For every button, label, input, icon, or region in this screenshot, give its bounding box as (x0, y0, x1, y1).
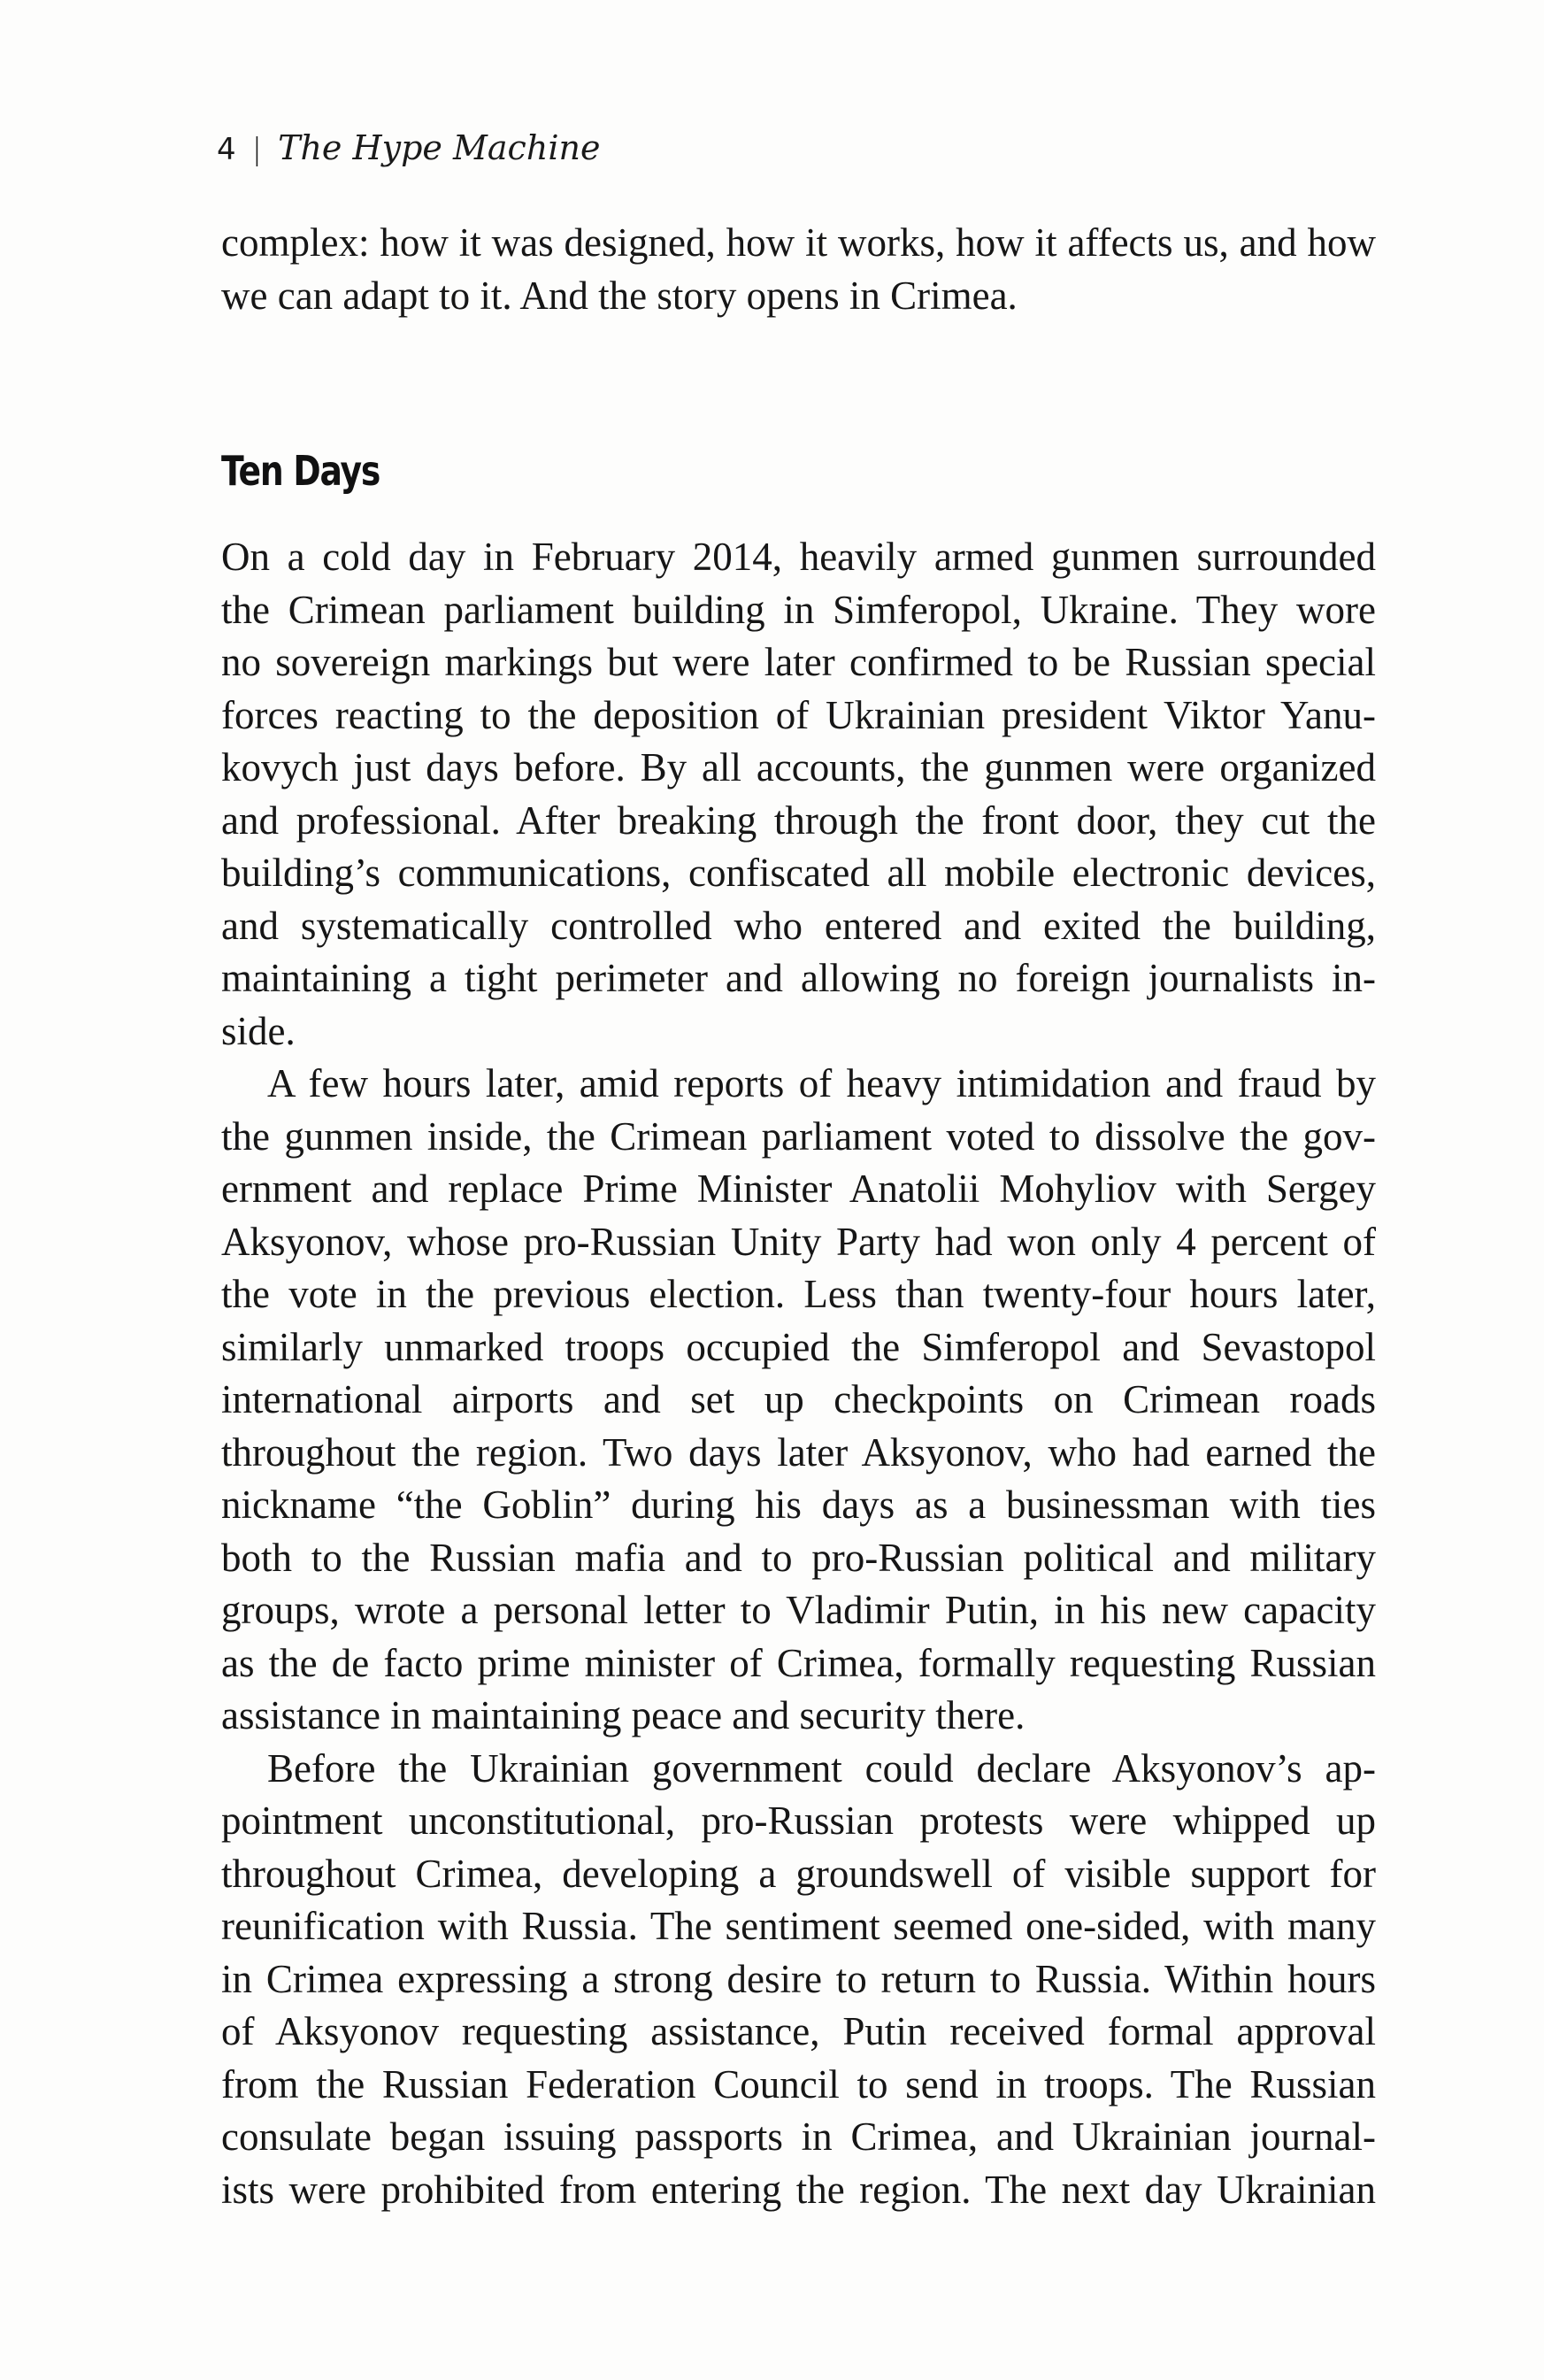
text-line: groups, wrote a personal letter to Vladimir Putin, in his new capacity (221, 1588, 1376, 1632)
text-line: A few hours later, amid reports of heavy intimidation and fraud by (267, 1061, 1376, 1105)
text-line: the gunmen inside, the Crimean parliament voted to dissolve the gov- (221, 1113, 1376, 1159)
intro-paragraph (221, 217, 1376, 322)
text-line: nickname “the Goblin” during his days as a businessman with ties (221, 1483, 1376, 1527)
text-line: we can adapt to it. And the story opens in Crimea. (221, 273, 1018, 318)
page-number: 4 (217, 132, 236, 167)
text-line: consulate began issuing passports in Crimea, and Ukrainian journal- (221, 2114, 1376, 2159)
text-line: Before the Ukrainian government could declare Aksyonov’s ap- (267, 1745, 1376, 1791)
text-line: Aksyonov, whose pro-Russian Unity Party had won only 4 percent of (221, 1219, 1376, 1264)
paragraph-1 (221, 531, 1376, 1058)
text-line: no sovereign markings but were later confirmed to be Russian special (221, 640, 1376, 684)
text-line: maintaining a tight perimeter and allowing no foreign journalists in- (221, 956, 1376, 1000)
text-line: in Crimea expressing a strong desire to return to Russia. Within hours (221, 1956, 1376, 2001)
text-line: international airports and set up checkpoints on Crimean roads (221, 1377, 1376, 1421)
header-separator: | (251, 132, 263, 167)
text-line: the Crimean parliament building in Simferopol, Ukraine. They wore (221, 587, 1376, 632)
text-line: of Aksyonov requesting assistance, Putin received formal approval (221, 2009, 1376, 2053)
book-title: The Hype Machine (278, 128, 601, 167)
text-line: forces reacting to the deposition of Ukrainian president Viktor Yanu- (221, 692, 1376, 737)
text-line: from the Russian Federation Council to send in troops. The Russian (221, 2061, 1376, 2107)
text-line: as the de facto prime minister of Crimea, formally requesting Russian (221, 1640, 1376, 1685)
text-line: and professional. After breaking through the front door, they cut the (221, 797, 1376, 843)
text-line: kovych just days before. By all accounts, the gunmen were organized (221, 745, 1376, 789)
text-line: and systematically controlled who entered and exited the building, (221, 903, 1376, 948)
text-line: ists were prohibited from entering the region. The next day Ukrainian (221, 2167, 1376, 2212)
text-line: ernment and replace Prime Minister Anatolii Mohyliov with Sergey (221, 1167, 1376, 1211)
text-line: throughout Crimea, developing a groundswell of visible support for (221, 1851, 1376, 1896)
running-header (217, 128, 600, 167)
text-line: building’s communications, confiscated all mobile electronic devices, (221, 851, 1376, 895)
text-line: reunification with Russia. The sentiment seemed one-sided, with many (221, 1904, 1376, 1948)
paragraph-2 (221, 1058, 1376, 1743)
text-line: On a cold day in February 2014, heavily armed gunmen surrounded (221, 535, 1376, 579)
text-line: similarly unmarked troops occupied the Simferopol and Sevastopol (221, 1324, 1376, 1369)
text-line: complex: how it was designed, how it works, how it affects us, and how (221, 220, 1376, 265)
paragraph-3 (221, 1743, 1376, 2217)
text-line: pointment unconstitutional, pro-Russian protests were whipped up (221, 1798, 1376, 1843)
text-line: both to the Russian mafia and to pro-Russian political and military (221, 1535, 1376, 1580)
text-line: throughout the region. Two days later Aksyonov, who had earned the (221, 1429, 1376, 1475)
text-line: assistance in maintaining peace and security there. (221, 1693, 1025, 1737)
text-line: side. (221, 1008, 296, 1053)
section-body (221, 531, 1376, 2216)
section-heading: Ten Days (221, 447, 380, 495)
text-line: the vote in the previous election. Less than twenty-four hours later, (221, 1272, 1376, 1316)
